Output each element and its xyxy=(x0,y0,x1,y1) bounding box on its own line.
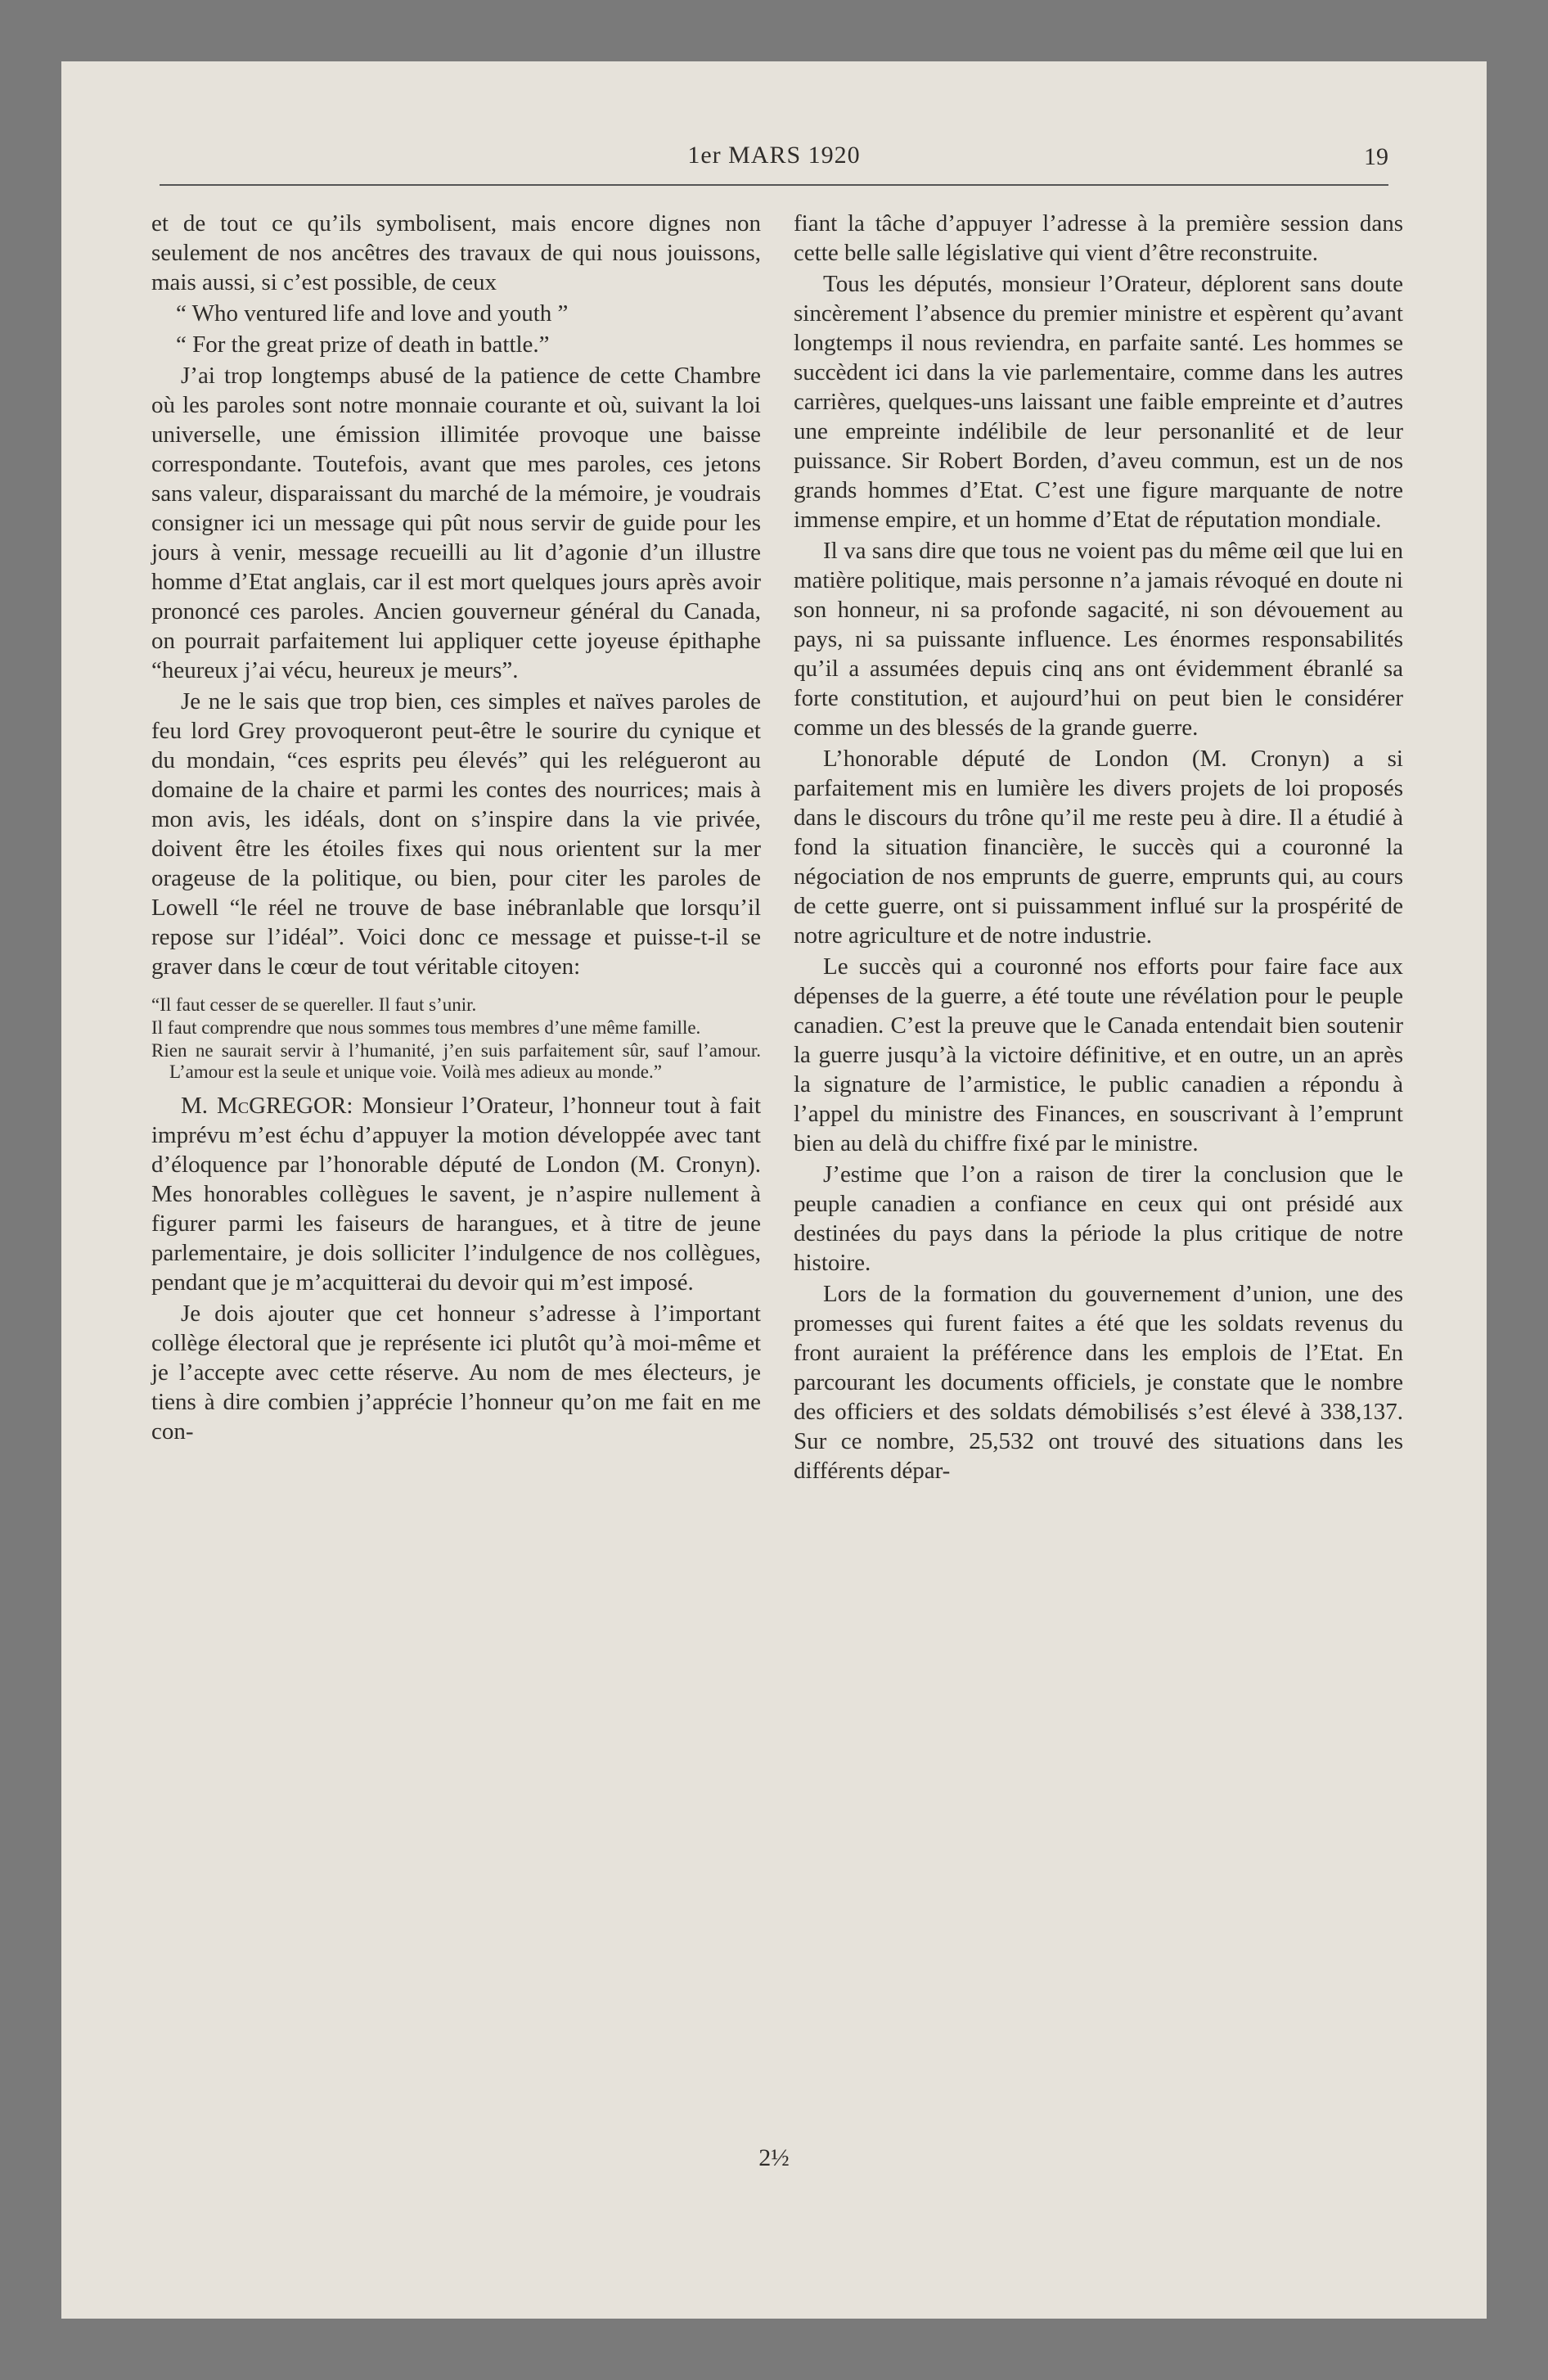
paragraph: et de tout ce qu’ils symbolisent, mais encore dignes non seulement de nos ancêtres des travaux de qui nous jouissons, mais aussi, si c’est possible, de ceux xyxy=(151,210,761,295)
quote-line: “Il faut cesser de se quereller. Il faut s’unir. xyxy=(151,994,477,1015)
paragraph: Le succès qui a couronné nos efforts pour faire face aux dépenses de la guerre, a été toute une révélation pour le peuple canadien. C’est la preuve que le Canada entendait bien soutenir la guerre jusqu’à la victoire définitive, et en outre, un an après la signature de l’armistice, le public canadien a répondu à l’appel du ministre des Finances, en souscrivant à l’emprunt bien au delà du chiffre fixé par le ministre. xyxy=(794,953,1403,1156)
page-header xyxy=(160,135,1388,186)
paragraph: fiant la tâche d’appuyer l’adresse à la première session dans cette belle salle législative qui vient d’être reconstruite. xyxy=(794,210,1403,266)
paragraph: Il va sans dire que tous ne voient pas du même œil que lui en matière politique, mais personne n’a jamais révoqué en doute ni son honneur, ni sa profonde sagacité, ni son dévouement au pays, ni sa puissante influence. Les énormes responsabilités qu’il a assumées depuis cinq ans ont évidemment ébranlé sa forte constitution, et aujourd’hui on peut bien le considérer comme un des blessés de la grande guerre. xyxy=(794,538,1403,741)
paragraph: Je dois ajouter que cet honneur s’adresse à l’important collège électoral que je représente ici plutôt qu’à moi-même et je l’accepte avec cette réserve. Au nom de mes électeurs, je tiens à dire combien j’apprécie l’honneur qu’on me fait en me con- xyxy=(151,1300,761,1445)
speaker-name: M. McGREGOR: xyxy=(181,1093,353,1119)
verse-line: “ Who ventured life and love and youth ” xyxy=(176,300,569,327)
paragraph-text: Monsieur l’Orateur, l’honneur tout à fait imprévu m’est échu d’appuyer la motion développée avec tant d’éloquence par l’honorable député de London (M. Cronyn). Mes honorables collègues le savent, je n’aspire nullement à figurer parmi les faiseurs de harangues, et à titre de jeune parlementaire, je dois solliciter l’indulgence de nos collègues, pendant que je m’acquitterai du devoir qui m’est imposé. xyxy=(151,1093,762,1296)
quote-line: Rien ne saurait servir à l’humanité, j’en suis parfaitement sûr, sauf l’amour. L’amour est la seule et unique voie. Voilà mes adieux au monde.” xyxy=(151,1040,761,1082)
header-date: 1er MARS 1920 xyxy=(687,142,861,169)
paragraph: Lors de la formation du gouvernement d’union, une des promesses qui furent faites a été que les soldats revenus du front auraient la préférence dans les emplois de l’Etat. En parcourant les documents officiels, je constate que le nombre des officiers et des soldats démobilisés s’est élevé à 338,137. Sur ce nombre, 25,532 ont trouvé des situations dans les différents dépar- xyxy=(794,1281,1403,1484)
quotation-block xyxy=(151,994,761,1083)
paragraph: J’estime que l’on a raison de tirer la conclusion que le peuple canadien a confiance en ceux qui ont présidé aux destinées du pays dans la période la plus critique de notre histoire. xyxy=(794,1161,1403,1276)
paragraph: J’ai trop longtemps abusé de la patience de cette Chambre où les paroles sont notre monnaie courante et où, suivant la loi universelle, une émission illimitée provoque une baisse correspondante. Toutefois, avant que mes paroles, ces jetons sans valeur, disparaissant du marché de la mémoire, je voudrais consigner ici un message qui pût nous servir de guide pour les jours à venir, message recueilli au lit d’agonie d’un illustre homme d’Etat anglais, car il est mort quelques jours après avoir prononcé ces paroles. Ancien gouverneur général du Canada, on pourrait parfaitement lui appliquer cette joyeuse épithaphe “heureux j’ai vécu, heureux je meurs”. xyxy=(151,363,761,683)
paragraph: Je ne le sais que trop bien, ces simples et naïves paroles de feu lord Grey provoqueront peut-être le sourire du cynique et du mondain, “ces esprits peu élevés” qui les relégueront au domaine de la chaire et parmi les contes des nourrices; mais à mon avis, les idéals, dont on s’inspire dans la vie privée, doivent être les étoiles fixes qui nous orientent sur la mer orageuse de la politique, ou bien, pour citer les paroles de Lowell “le réel ne trouve de base inébranlable que lorsqu’il repose sur l’idéal”. Voici donc ce message et puisse-t-il se graver dans le cœur de tout véritable citoyen: xyxy=(151,688,761,980)
printer-signature-mark: 2½ xyxy=(758,2144,790,2171)
quote-line: Il faut comprendre que nous sommes tous membres d’une même famille. xyxy=(151,1017,701,1038)
paragraph xyxy=(151,1091,761,1297)
paragraph: L’honorable député de London (M. Cronyn) a si parfaitement mis en lumière les divers projets de loi proposés dans le discours du trône qu’il me reste peu à dire. Il a étudié à fond la situation financière, le succès qui a couronné la négociation de nos emprunts de guerre, emprunts qui, au cours de cette guerre, ont si puissamment influé sur la prospérité de notre agriculture et de notre industrie. xyxy=(794,746,1403,949)
left-column xyxy=(151,209,761,1446)
document-page xyxy=(61,61,1487,2319)
paragraph: Tous les députés, monsieur l’Orateur, déplorent sans doute sincèrement l’absence du premier ministre et espèrent qu’avant longtemps il nous reviendra, en parfaite santé. Les hommes se succèdent ici dans la vie parlementaire, comme dans les autres carrières, quelques-uns laissant une faible empreinte et d’autres une empreinte indélibile de leur personanlité et de leur puissance. Sir Robert Borden, d’aveu commun, est un de nos grands hommes d’Etat. C’est une figure marquante de notre immense empire, et un homme d’Etat de réputation mondiale. xyxy=(794,271,1403,533)
page-number: 19 xyxy=(1364,143,1388,170)
verse-line: “ For the great prize of death in battle.” xyxy=(176,331,550,358)
right-column xyxy=(794,209,1403,1485)
